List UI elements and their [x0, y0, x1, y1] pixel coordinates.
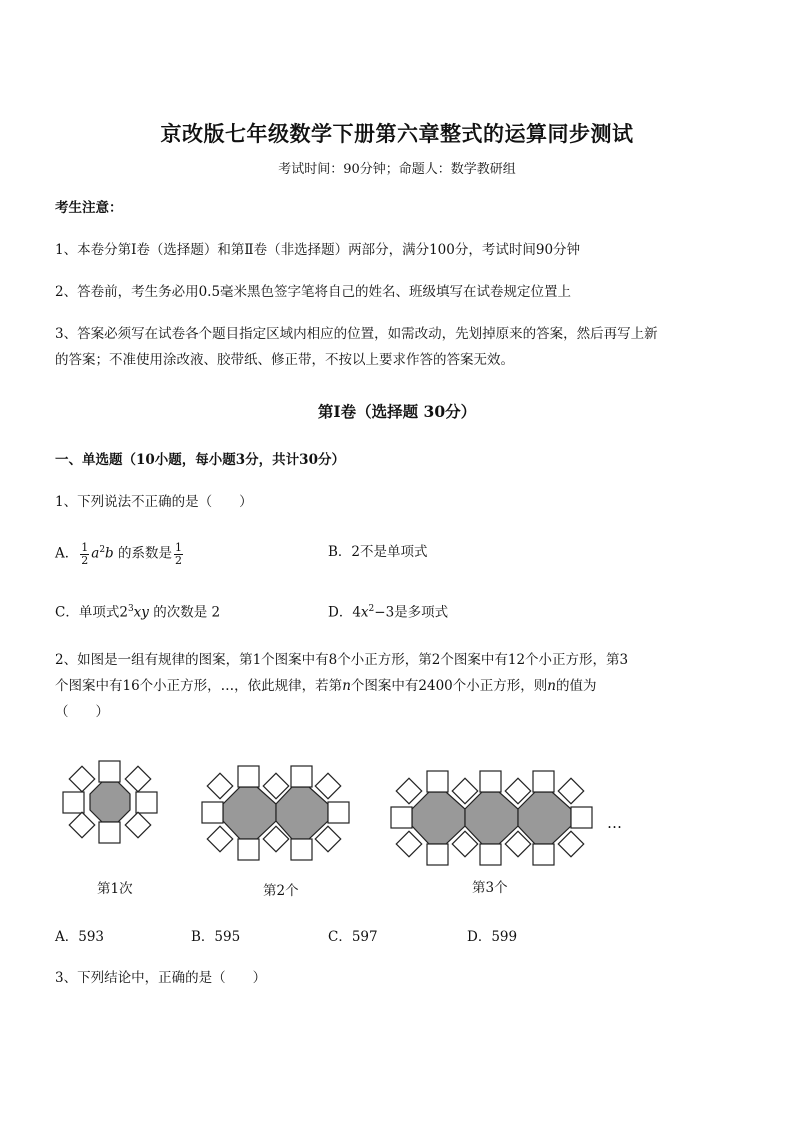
var-b: b	[105, 545, 114, 562]
exponent: 3	[127, 604, 134, 614]
pattern-figure	[55, 752, 655, 872]
fraction-numerator: 1	[81, 540, 89, 554]
notice-item-1: 1、本卷分第Ⅰ卷（选择题）和第Ⅱ卷（非选择题）两部分，满分100分，考试时间90分钟	[55, 242, 581, 258]
ellipsis: …	[607, 814, 622, 832]
small-square	[396, 831, 421, 856]
base: 2	[119, 604, 128, 621]
question-2-line-3: （ ）	[55, 704, 109, 720]
octagon	[223, 787, 276, 839]
octagon	[518, 792, 571, 844]
fraction-half	[80, 542, 89, 567]
question-2-option-d[interactable]: D．599	[467, 929, 518, 945]
q2-text-c: 的值为	[555, 678, 597, 694]
small-square	[99, 761, 120, 782]
small-square	[99, 822, 120, 843]
option-c-prefix: C．单项式	[55, 604, 120, 621]
small-square	[480, 844, 501, 865]
small-square	[427, 771, 448, 792]
notice-item-2: 2、答卷前，考生务必用0.5毫米黑色签字笔将自己的姓名、班级填写在试卷规定位置上	[55, 284, 572, 300]
question-1-stem: 1、下列说法不正确的是（ ）	[55, 494, 253, 510]
question-2-line-2	[55, 676, 596, 696]
small-square	[533, 771, 554, 792]
caption-pattern-1: 第1次	[97, 881, 133, 897]
question-2-option-b[interactable]: B．595	[191, 929, 241, 945]
small-square	[571, 807, 592, 828]
question-1-option-a[interactable]	[55, 540, 185, 567]
question-2-option-c[interactable]: C．597	[328, 929, 378, 945]
question-1-option-c[interactable]	[55, 599, 220, 623]
notice-heading: 考生注意：	[55, 200, 123, 216]
fraction-denominator: 2	[81, 553, 89, 567]
caption-pattern-2: 第2个	[263, 883, 299, 899]
var-n: n	[547, 678, 556, 694]
question-1-option-d[interactable]	[328, 599, 448, 623]
small-square	[125, 812, 150, 837]
question-2-line-1: 2、如图是一组有规律的图案，第1个图案中有8个小正方形，第2个图案中有12个小正方形，第3	[55, 652, 629, 668]
option-d-suffix: −3是多项式	[374, 604, 449, 621]
small-square	[69, 812, 94, 837]
exponent: 2	[99, 545, 106, 555]
small-square	[291, 766, 312, 787]
small-square	[207, 826, 232, 851]
small-square	[427, 844, 448, 865]
var-n: n	[342, 678, 351, 694]
octagon	[90, 782, 130, 822]
small-square	[291, 839, 312, 860]
pattern-3	[391, 771, 592, 865]
octagon	[276, 787, 328, 839]
var-x: x	[360, 604, 369, 621]
vars: xy	[133, 604, 149, 621]
small-square	[125, 766, 150, 791]
exam-subtitle: 考试时间：90分钟；命题人：数学教研组	[278, 162, 516, 177]
small-square	[558, 778, 583, 803]
small-square	[238, 839, 259, 860]
question-2-option-a[interactable]: A．593	[55, 929, 105, 945]
option-c-suffix: 的次数是 2	[148, 604, 221, 621]
notice-item-3-cont: 的答案；不准使用涂改液、胶带纸、修正带，不按以上要求作答的答案无效。	[55, 352, 514, 368]
small-square	[63, 792, 84, 813]
fraction-half-answer	[174, 542, 183, 567]
option-a-prefix: A．	[55, 545, 79, 562]
small-square	[396, 778, 421, 803]
small-square	[533, 844, 554, 865]
small-square	[207, 773, 232, 798]
option-a-mid: 的系数是	[113, 545, 172, 562]
small-square	[315, 773, 340, 798]
section-title: 第Ⅰ卷（选择题 30分）	[317, 402, 477, 421]
small-square	[480, 771, 501, 792]
notice-item-3: 3、答案必须写在试卷各个题目指定区域内相应的位置，如需改动，先划掉原来的答案，然后再写上新	[55, 326, 658, 342]
octagon	[465, 792, 518, 844]
small-square	[238, 766, 259, 787]
fraction-numerator: 1	[175, 540, 182, 554]
fraction-denominator: 2	[175, 553, 182, 567]
part-heading: 一、单选题（10小题，每小题3分，共计30分）	[55, 452, 345, 468]
question-3-stem: 3、下列结论中，正确的是（ ）	[55, 970, 267, 986]
question-1-option-b[interactable]: B．2不是单项式	[328, 544, 428, 560]
exponent: 2	[368, 604, 375, 614]
q2-text-b: 个图案中有2400个小正方形，则	[350, 678, 548, 694]
small-square	[136, 792, 157, 813]
octagon	[412, 792, 465, 844]
small-square	[391, 807, 412, 828]
var-a: a	[91, 545, 100, 562]
pattern-1	[63, 761, 157, 843]
caption-pattern-3: 第3个	[472, 880, 508, 896]
page-title: 京改版七年级数学下册第六章整式的运算同步测试	[160, 121, 634, 146]
small-square	[69, 766, 94, 791]
pattern-2	[202, 766, 349, 860]
small-square	[202, 802, 223, 823]
q2-text-a: 个图案中有16个小正方形，…，依此规律，若第	[55, 678, 343, 694]
option-d-prefix: D．4	[328, 604, 361, 621]
small-square	[328, 802, 349, 823]
